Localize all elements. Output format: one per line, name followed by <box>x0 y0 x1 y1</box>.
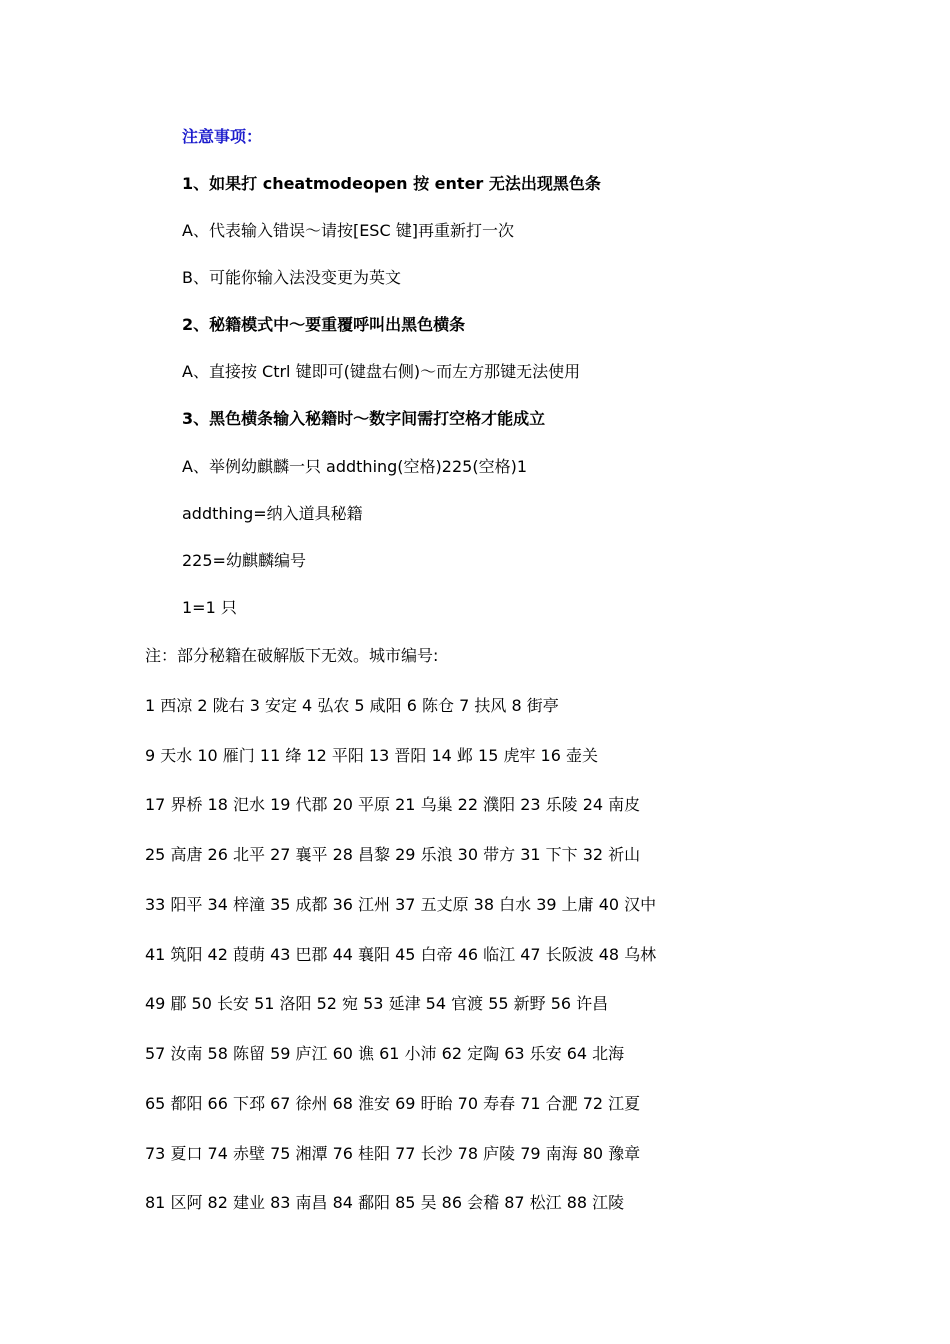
city-row-8: 57 汝南 58 陈留 59 庐江 60 谯 61 小沛 62 定陶 63 乐安 64 北海 <box>145 1044 625 1063</box>
city-row-9: 65 都阳 66 下邳 67 徐州 68 淮安 69 盱眙 70 寿春 71 合淝 72 江夏 <box>145 1094 641 1113</box>
city-row-1: 1 西凉 2 陇右 3 安定 4 弘农 5 咸阳 6 陈仓 7 扶风 8 街亭 <box>145 696 559 715</box>
city-row-11: 81 区阿 82 建业 83 南昌 84 鄱阳 85 吴 86 会稽 87 松江 88 江陵 <box>145 1193 625 1212</box>
city-row-4: 25 高唐 26 北平 27 襄平 28 昌黎 29 乐浪 30 带方 31 下卞 32 祈山 <box>145 845 641 864</box>
city-row-5: 33 阳平 34 梓潼 35 成都 36 江州 37 五丈原 38 白水 39 上庸 40 汉中 <box>145 895 657 914</box>
note-line-4: 2、秘籍模式中～要重覆呼叫出黑色横条 <box>182 315 466 334</box>
note-line-3: B、可能你输入法没变更为英文 <box>182 268 401 287</box>
note-line-8: addthing=纳入道具秘籍 <box>182 504 363 523</box>
city-row-7: 49 郿 50 长安 51 洛阳 52 宛 53 延津 54 官渡 55 新野 56 许昌 <box>145 994 609 1013</box>
city-row-3: 17 界桥 18 汜水 19 代郡 20 平原 21 乌巢 22 濮阳 23 乐陵 24 南皮 <box>145 795 641 814</box>
note-line-2: A、代表输入错误～请按[ESC 键]再重新打一次 <box>182 221 514 240</box>
city-row-2: 9 天水 10 雁门 11 绛 12 平阳 13 晋阳 14 邺 15 虎牢 16 壶关 <box>145 746 598 765</box>
note-line-5: A、直接按 Ctrl 键即可(键盘右侧)～而左方那键无法使用 <box>182 362 581 381</box>
note-line-7: A、举例幼麒麟一只 addthing(空格)225(空格)1 <box>182 457 527 476</box>
footer-note: 注：部分秘籍在破解版下无效。城市编号: <box>145 646 439 665</box>
note-line-9: 225=幼麒麟编号 <box>182 551 306 570</box>
city-row-6: 41 筑阳 42 葭萌 43 巴郡 44 襄阳 45 白帝 46 临江 47 长阪波 48 乌林 <box>145 945 657 964</box>
note-line-1: 1、如果打 cheatmodeopen 按 enter 无法出现黑色条 <box>182 174 601 193</box>
city-row-10: 73 夏口 74 赤壁 75 湘潭 76 桂阳 77 长沙 78 庐陵 79 南海 80 豫章 <box>145 1144 641 1163</box>
note-line-6: 3、黑色横条输入秘籍时～数字间需打空格才能成立 <box>182 409 546 428</box>
notes-title: 注意事项： <box>182 127 263 146</box>
note-line-10: 1=1 只 <box>182 598 237 617</box>
